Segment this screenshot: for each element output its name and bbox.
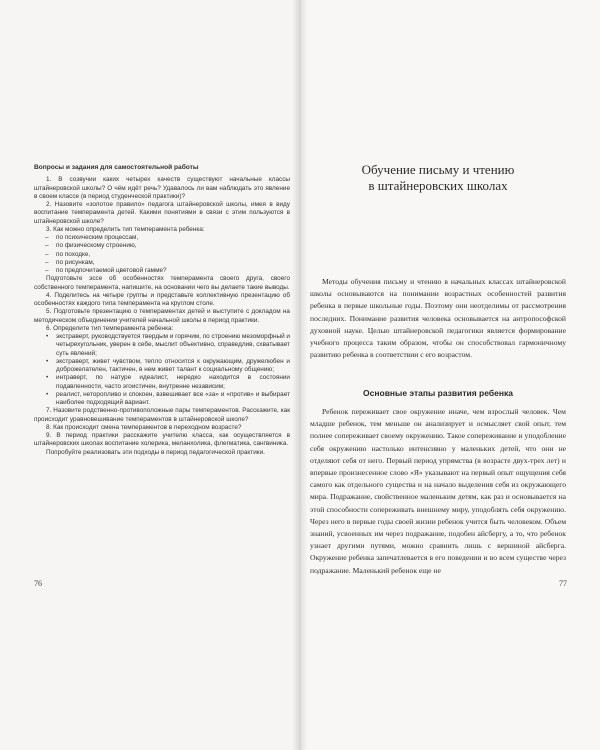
practice-task: Попробуйте реализовать эти подходы в период педагогической практики. [46,448,265,456]
question-8: 8. Как происходит смена темпераментов в переходном возрасте? [46,423,242,431]
chapter-title-line-2: в штайнеровских школах [368,178,508,193]
list-item: • экстраверт, живет чувством, тепло относится к окружающим, дружелюбен и доброжелателен, тактичен, в нем живет талант к социальному общению; [34,358,290,375]
page-number-right: 77 [559,579,567,588]
question-9: 9. В период практики расскажите учителю класса, как осуществляется в штайнеровских школах воспитание холерика, меланхолика, флегматика, сангвиника. [34,432,290,448]
question-6: 6. Определите тип темперамента ребенка: [46,324,174,332]
list-item: • интраверт, по натуре идеалист, нередко находится в состоянии подавленности, часто эгоистичен, внутренне независим; [34,374,290,391]
exercises-heading: Вопросы и задания для самостоятельной работы [34,164,199,171]
intro-paragraph-block [310,276,566,361]
question-4: 4. Поделитесь на четыре группы и представьте коллективную презентацию об особенностях каждого типа темперамента на круглом столе. [34,291,290,307]
right-page [300,0,600,750]
chapter-title-line-1: Обучение письму и чтению [361,162,515,177]
page-number-left: 76 [34,579,42,588]
essay-task: Подготовьте эссе об особенностях темперамента своего друга, своего собственного темперамента, напишите, на основании чего вы делаете такие выводы. [34,275,290,291]
section-title: Основные этапы развития ребенка [363,388,513,398]
list-item: – по предпочитаемой цветовой гамме? [34,267,290,275]
body-paragraph: Ребенок переживает свое окружение иначе, чем взрослый человек. Чем младше ребенок, тем меньше он анализирует и осмысляет свой опыт, тем полнее сопереживает своему окружению. Такое сопереживание и уподобление себя окружению настолько интенсивно у маленьких детей, что они не отделяют себя от него. Первый период упрямства (в возрасте двух-трех лет) и впервые произнесенное слово «Я» указывают на первый опыт ощущения себя самого как отдельного существа и на начало выделения себя из окружающего мира. Подражание, свойственное маленьким детям, как раз и основывается на этой способности сопереживать внешнему миру, уподоблять себя окружению. Через него в первые годы своей жизни ребенок учится быть человеком. Объем знаний, усвоенных им через подражание, подобен айсбергу, а то, что ребенок узнает другими путями, можно сравнить лишь с вершиной айсберга. Окружение ребенка запечатлевается в его поведении и во всем существе через подражание. Маленький ребенок еще не [310,407,566,575]
chapter-title [310,162,566,194]
left-text-column [34,164,290,457]
list-item: – по психическим процессам, [34,234,290,242]
question-2: 2. Назовите «золотое правило» педагога штайнеровской школы, имея в виду воспитание темперамента детей. Какими понятиями в связи с этим пользуются в штайнеровской школе? [34,201,290,225]
temperament-criteria-list [34,234,290,275]
question-5: 5. Подготовьте презентацию о темпераментах детей и выступите с докладом на методическом объединении учителей начальной школы в период практики. [34,308,290,324]
list-item: – по рисункам, [34,259,290,267]
list-item: – по физическому строению, [34,242,290,250]
list-item: • реалист, неторопливо и спокоен, взвешивает все «за» и «против» и выбирает наиболее подходящий вариант. [34,391,290,408]
question-3: 3. Как можно определить тип темперамента ребенка: [46,225,205,233]
list-item: – по походке, [34,251,290,259]
intro-paragraph: Методы обучения письму и чтению в начальных классах штайнеровской школы основываются на понимании возрастных особенностей развития ребенка в первые школьные годы. Поэтому они неотделимы от рассмотрения последних. Понимание развития человека основывается на антропософской духовной науке. Целью штайнеровской педагогики является формирование учебного процесса таким образом, чтобы он способствовал гармоничному развитию ребенка в соответствии с его возрастом. [310,277,566,360]
list-item: • экстраверт, руководствуется твердым и горячим, по строению мезоморфный и четырехугольник, уверен в себе, мыслит объективно, справедлив, схватывает суть явлений; [34,333,290,358]
book-gutter [292,0,308,750]
body-paragraph-block [310,406,566,577]
question-1: 1. В созвучии каких четырех качеств существуют начальные классы штайнеровской школы? О чём идёт речь? Удавалось ли вам наблюдать это явление в своем классе (в период студенческой практики)? [34,176,290,200]
temperament-description-list [34,333,290,407]
question-7: 7. Назовите родственно-противоположные пары темпераментов. Расскажите, как происходит уравновешивание темпераментов в штайнеровской школе? [34,407,290,423]
